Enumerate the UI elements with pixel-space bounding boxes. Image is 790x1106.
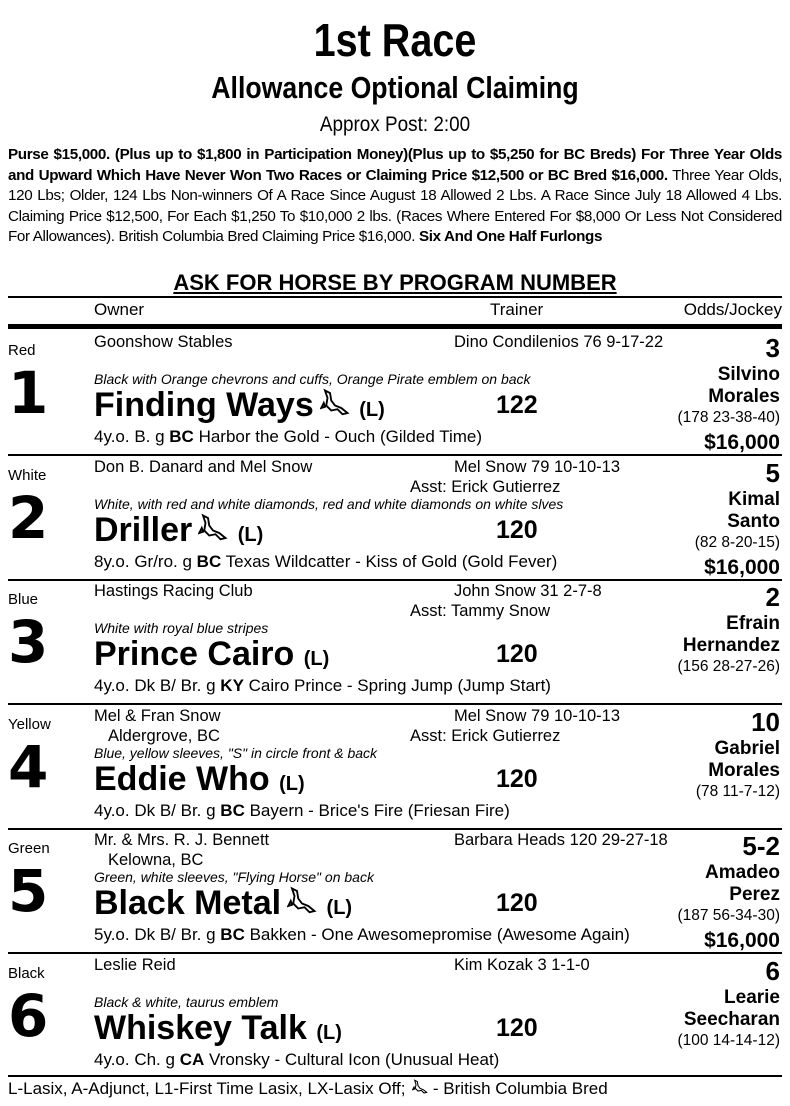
race-type: Allowance Optional Claiming [211, 70, 579, 105]
breeding-origin: BC [169, 427, 194, 446]
weight: 122 [496, 391, 538, 419]
program-number: 5 [8, 857, 49, 926]
entry-row [8, 704, 782, 828]
silks-description: Black with Orange chevrons and cuffs, Orange Pirate emblem on back [94, 371, 531, 387]
medication: (L) [316, 1022, 342, 1044]
race-conditions [8, 145, 782, 248]
jockey-name [708, 738, 780, 782]
header-rule [8, 296, 782, 298]
claiming-price: $16,000 [704, 929, 780, 953]
breeding-description: 4y.o. Dk B/ Br. g [94, 676, 221, 696]
horse-name: Finding Ways [94, 386, 314, 424]
morning-line-odds: 2 [765, 582, 780, 613]
ask-banner [0, 270, 790, 296]
owner-name: Don B. Danard and Mel Snow [94, 457, 313, 476]
pedigree: Harbor the Gold - Ouch (Gilded Time) [193, 427, 483, 446]
conditions-purse: Purse $15,000. (Plus up to $1,800 in Participation Money)(Plus up to $5,250 for BC Breds) For Three Year Olds and Upward Which Have Never Won Two Races or Claiming Price $12,500 or BC Bred $16,000. [8, 146, 782, 184]
column-owner: Owner [94, 300, 145, 319]
program-number: 2 [8, 483, 49, 552]
medication: (L) [279, 772, 305, 795]
assistant-trainer: Asst: Erick Gutierrez [410, 726, 561, 745]
jockey-name [705, 862, 780, 906]
bc-bred-icon [287, 883, 317, 927]
conditions-distance: Six And One Half Furlongs [418, 228, 603, 246]
entry-row [8, 330, 782, 454]
breeding-description: 4y.o. Dk B/ Br. g [94, 800, 221, 820]
column-trainer: Trainer [490, 300, 544, 319]
owner-name: Leslie Reid [94, 956, 176, 974]
breeding [94, 675, 551, 697]
horse-name-line [94, 881, 352, 930]
jockey-stats: (100 14-14-12) [677, 1032, 780, 1049]
silks-description: Blue, yellow sleeves, "S" in circle front & back [94, 744, 378, 761]
horse-name-line [94, 757, 305, 806]
saddle-color: Green [8, 840, 50, 858]
breeding-description: 4y.o. B. g [94, 427, 170, 446]
jockey-first-name: Learie [724, 987, 780, 1008]
breeding [94, 426, 482, 448]
program-number: 1 [8, 359, 49, 427]
medication: (L) [326, 897, 353, 920]
jockey-stats: (78 11-7-12) [695, 782, 780, 800]
jockey-stats: (187 56-34-30) [677, 907, 780, 925]
silks-description: Black & white, taurus emblem [94, 994, 279, 1010]
saddle-color: White [8, 466, 47, 484]
pedigree: Bayern - Brice's Fire (Friesan Fire) [244, 800, 510, 820]
jockey-first-name: Kimal [728, 488, 780, 510]
medication: (L) [303, 648, 330, 671]
horse-name: Eddie Who [94, 759, 270, 798]
horse-name-line [94, 632, 329, 681]
legend [8, 1078, 608, 1101]
trainer: John Snow 31 2-7-8 [454, 582, 602, 601]
saddle-color: Red [8, 342, 36, 359]
saddle-color: Yellow [8, 715, 51, 733]
breeding-origin: BC [196, 551, 222, 571]
horse-name-line [94, 1006, 342, 1055]
claiming-price: $16,000 [704, 431, 780, 454]
morning-line-odds: 5 [765, 457, 780, 488]
breeding [94, 800, 510, 822]
silks-description: Green, white sleeves, "Flying Horse" on back [94, 869, 374, 886]
jockey-name [683, 613, 780, 657]
jockey-name [708, 364, 780, 408]
breeding-origin: BC [220, 800, 245, 820]
breeding-description: 8y.o. Gr/ro. g [94, 551, 197, 571]
trainer: Mel Snow 79 10-10-13 [454, 706, 621, 725]
jockey-first-name: Gabriel [714, 737, 780, 759]
horse-name: Black Metal [94, 884, 282, 923]
footer-rule [8, 1075, 782, 1077]
breeding-origin: KY [220, 676, 244, 696]
program-number: 6 [8, 982, 49, 1050]
silks-description: White with royal blue stripes [94, 620, 269, 637]
jockey-last-name: Morales [708, 759, 780, 781]
owner-name: Mr. & Mrs. R. J. Bennett [94, 831, 270, 850]
owner-location: Kelowna, BC [108, 851, 204, 870]
trainer: Barbara Heads 120 29-27-18 [454, 831, 668, 850]
trainer: Kim Kozak 3 1-1-0 [454, 956, 590, 974]
pedigree: Texas Wildcatter - Kiss of Gold (Gold Fever) [221, 551, 558, 571]
weight: 120 [496, 640, 538, 669]
horse-name: Driller [94, 510, 193, 549]
jockey-name [727, 489, 780, 533]
morning-line-odds: 3 [765, 333, 780, 363]
breeding [94, 551, 557, 573]
weight: 120 [496, 515, 538, 544]
conditions-body: Three Year Olds, 120 Lbs; Older, 124 Lbs Non-winners Of A Race Since August 18 Allowed 2 Lbs. A Race Since July 18 Allowed 4 Lbs. Claiming Price $12,500, For Each $1,250 To $10,000 2 lbs. (Races Where Entered For $8,000 Or Less Not Considered For Allowances). British Columbia Bred Claiming Price $16,000. [8, 166, 782, 246]
table-top-rule [8, 324, 782, 329]
jockey-first-name: Efrain [726, 613, 780, 635]
ask-banner-text: ASK FOR HORSE BY PROGRAM NUMBER [173, 270, 617, 295]
breeding [94, 1049, 499, 1071]
program-number: 4 [8, 732, 49, 801]
breeding-origin: BC [220, 925, 245, 945]
weight: 120 [496, 1014, 538, 1042]
saddle-color: Black [8, 965, 45, 982]
owner-location: Aldergrove, BC [108, 726, 220, 745]
post-time: Approx Post: 2:00 [319, 113, 471, 136]
breeding-description: 5y.o. Dk B/ Br. g [94, 925, 221, 945]
entry-row [8, 455, 782, 579]
jockey-last-name: Santo [727, 510, 780, 532]
breeding [94, 924, 630, 946]
horse-name: Whiskey Talk [94, 1009, 307, 1047]
horse-name-line [94, 383, 385, 432]
trainer: Mel Snow 79 10-10-13 [454, 457, 621, 476]
morning-line-odds: 10 [751, 706, 780, 737]
horse-name-line [94, 508, 263, 557]
entry-row [8, 828, 782, 952]
silks-description: White, with red and white diamonds, red and white diamonds on white slves [94, 495, 564, 512]
medication: (L) [237, 523, 264, 546]
breeding-origin: CA [179, 1050, 205, 1069]
morning-line-odds: 6 [765, 956, 780, 986]
owner-name: Mel & Fran Snow [94, 706, 221, 725]
entry-row [8, 579, 782, 703]
trainer: Dino Condilenios 76 9-17-22 [454, 333, 664, 351]
assistant-trainer: Asst: Erick Gutierrez [410, 477, 561, 496]
column-odds-jockey: Odds/Jockey [683, 300, 782, 319]
jockey-stats: (156 28-27-26) [677, 658, 780, 676]
jockey-last-name: Seecharan [683, 1009, 780, 1030]
race-title: 1st Race [313, 14, 477, 66]
entry-row [8, 953, 782, 1077]
saddle-color: Blue [8, 591, 39, 609]
jockey-stats: (82 8-20-15) [694, 533, 780, 551]
weight: 120 [496, 764, 538, 793]
jockey-last-name: Hernandez [682, 635, 780, 657]
bc-bred-icon [412, 1079, 428, 1101]
jockey-last-name: Perez [729, 884, 780, 906]
program-number: 3 [8, 608, 49, 677]
jockey-name [684, 987, 780, 1031]
jockey-stats: (178 23-38-40) [677, 409, 780, 426]
claiming-price: $16,000 [704, 555, 780, 579]
pedigree: Bakken - One Awesomepromise (Awesome Again) [244, 925, 630, 945]
weight: 120 [496, 889, 538, 918]
pedigree: Vronsky - Cultural Icon (Unusual Heat) [204, 1050, 500, 1069]
owner-name: Goonshow Stables [94, 333, 233, 351]
jockey-first-name: Silvino [717, 364, 780, 385]
horse-name: Prince Cairo [94, 635, 295, 674]
breeding-description: 4y.o. Ch. g [94, 1050, 180, 1069]
owner-name: Hastings Racing Club [94, 582, 253, 601]
medication: (L) [359, 399, 385, 421]
jockey-first-name: Amadeo [705, 862, 780, 884]
pedigree: Cairo Prince - Spring Jump (Jump Start) [243, 676, 551, 696]
legend-bc-label: - British Columbia Bred [428, 1079, 608, 1098]
legend-text: L-Lasix, A-Adjunct, L1-First Time Lasix, LX-Lasix Off; [8, 1079, 406, 1098]
bc-bred-icon [320, 385, 350, 429]
assistant-trainer: Asst: Tammy Snow [410, 602, 550, 621]
morning-line-odds: 5-2 [742, 831, 780, 862]
jockey-last-name: Morales [708, 386, 780, 407]
bc-bred-icon [198, 510, 228, 554]
